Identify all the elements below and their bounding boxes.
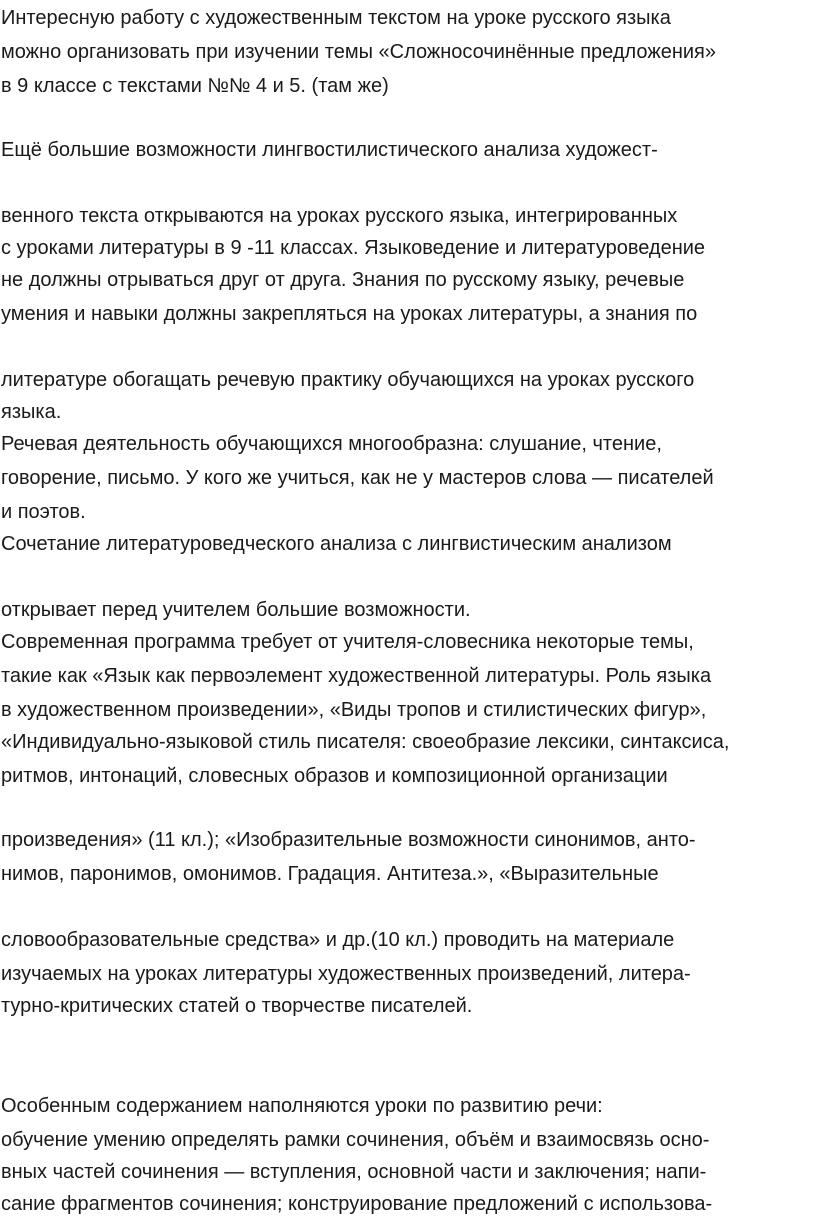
text-line: не должны отрываться друг от друга. Знания по русскому языку, речевые: [1, 269, 685, 291]
text-line: Современная программа требует от учителя-словесника некоторые темы,: [1, 631, 694, 653]
text-line: умения и навыки должны закрепляться на уроках литературы, а знания по: [1, 303, 698, 325]
text-line: ритмов, интонаций, словесных образов и композиционной организации: [1, 765, 668, 787]
text-line: турно-критических статей о творчестве писателей.: [1, 995, 473, 1017]
text-line: говорение, письмо. У кого же учиться, как не у мастеров слова — писателей: [1, 467, 714, 489]
text-line: «Индивидуально-языковой стиль писателя: своеобразие лексики, синтаксиса,: [1, 731, 730, 753]
text-line: Сочетание литературоведческого анализа с лингвистическим анализом: [1, 533, 672, 555]
text-line: языка.: [1, 401, 62, 423]
text-line: открывает перед учителем большие возможности.: [1, 599, 471, 621]
text-line: сание фрагментов сочинения; конструирование предложений с использова-: [1, 1193, 713, 1215]
text-line: и поэтов.: [1, 501, 86, 523]
text-line: литературе обогащать речевую практику обучающихся на уроках русского: [1, 369, 695, 391]
text-line: Ещё большие возможности лингвостилистического анализа художест-: [1, 139, 658, 161]
text-line: Интересную работу с художественным текстом на уроке русского языка: [1, 7, 671, 29]
text-line: нимов, паронимов, омонимов. Градация. Антитеза.», «Выразительные: [1, 863, 659, 885]
text-line: такие как «Язык как первоэлемент художественной литературы. Роль языка: [1, 665, 712, 687]
text-line: можно организовать при изучении темы «Сложносочинённые предложения»: [1, 41, 716, 63]
text-line: с уроками литературы в 9 -11 классах. Языковедение и литературоведение: [1, 237, 706, 259]
text-line: венного текста открываются на уроках русского языка, интегрированных: [1, 205, 678, 227]
text-line: изучаемых на уроках литературы художественных произведений, литера-: [1, 963, 691, 985]
text-line: произведения» (11 кл.); «Изобразительные возможности синонимов, анто-: [1, 829, 696, 851]
text-line: обучение умению определять рамки сочинения, объём и взаимосвязь осно-: [1, 1129, 710, 1151]
text-line: в художественном произведении», «Виды тропов и стилистических фигур»,: [1, 699, 707, 721]
text-line: Речевая деятельность обучающихся многообразна: слушание, чтение,: [1, 433, 662, 455]
text-line: словообразовательные средства» и др.(10 кл.) проводить на материале: [1, 929, 675, 951]
text-line: Особенным содержанием наполняются уроки по развитию речи:: [1, 1095, 603, 1117]
text-line: в 9 классе с текстами №№ 4 и 5. (там же): [1, 75, 389, 97]
text-line: вных частей сочинения — вступления, основной части и заключения; напи-: [1, 1161, 707, 1183]
